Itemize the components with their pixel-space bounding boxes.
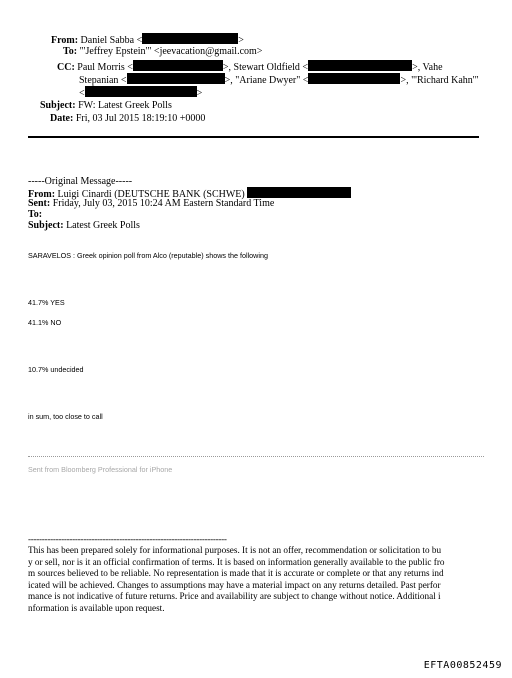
signature-divider bbox=[28, 456, 484, 457]
redaction-bar bbox=[127, 73, 225, 84]
disclaimer-line: icated will be achieved. Changes to assumptions may have a material impact on any returns detailed. Past perfor bbox=[28, 579, 441, 590]
poll-undecided: 10.7% undecided bbox=[28, 365, 84, 374]
date-label: Date: bbox=[50, 113, 74, 124]
redaction-bar bbox=[308, 60, 412, 71]
subject-label: Subject: bbox=[40, 100, 76, 111]
original-sent-row: Sent: Friday, July 03, 2015 10:24 AM Eastern Standard Time bbox=[28, 198, 275, 209]
cc-row-2: Stepanian < >, "Ariane Dwyer" < >, "'Richard Kahn'" bbox=[79, 75, 479, 86]
from-row: From: Daniel Sabba < > bbox=[51, 35, 244, 46]
disclaimer-line: This has been prepared solely for informational purposes. It is not an offer, recommendation or solicitation to bu bbox=[28, 545, 442, 555]
subject-value: FW: Latest Greek Polls bbox=[78, 100, 172, 111]
cc-row-1: CC: Paul Morris < >, Stewart Oldfield < >, Vahe bbox=[57, 62, 443, 73]
original-from-row: From: Luigi Cinardi (DEUTSCHE BANK (SCHWE) bbox=[28, 187, 351, 201]
mobile-signature: Sent from Bloomberg Professional for iPhone bbox=[28, 465, 173, 474]
redaction-bar bbox=[308, 73, 400, 84]
poll-yes: 41.7% YES bbox=[28, 298, 65, 307]
document-id: EFTA00852459 bbox=[423, 660, 502, 671]
original-to-row: To: bbox=[28, 209, 43, 220]
poll-no: 41.1% NO bbox=[28, 318, 62, 327]
date-value: Fri, 03 Jul 2015 18:19:10 +0000 bbox=[75, 113, 206, 124]
cc-label: CC: bbox=[57, 62, 75, 73]
to-row bbox=[63, 46, 262, 58]
disclaimer-line: mance is not indicative of future returns. Price and availability are subject to change without notice. Additional i bbox=[28, 591, 441, 601]
redaction-bar bbox=[85, 86, 197, 97]
from-name: Daniel Sabba < bbox=[80, 35, 143, 46]
disclaimer-line: y or sell, nor is it an official confirmation of terms. It is based on information generally available to the public fro bbox=[28, 556, 445, 567]
to-value: "'Jeffrey Epstein'" <jeevacation@gmail.com> bbox=[79, 46, 263, 57]
original-separator: -----Original Message----- bbox=[28, 176, 133, 187]
original-subject-row: Subject: Latest Greek Polls bbox=[28, 220, 140, 231]
from-label: From: bbox=[51, 35, 79, 46]
body-summary: in sum, too close to call bbox=[28, 412, 103, 421]
redaction-bar bbox=[133, 60, 223, 71]
to-label: To: bbox=[63, 46, 78, 57]
redaction-bar bbox=[247, 187, 351, 198]
subject-row bbox=[40, 100, 172, 112]
disclaimer-line: nformation is available upon request. bbox=[28, 602, 165, 613]
body-intro: SARAVELOS : Greek opinion poll from Alco (reputable) shows the following bbox=[28, 251, 268, 260]
disclaimer-separator: ------------------------------------------------------------------------ bbox=[28, 534, 227, 544]
header-divider bbox=[28, 136, 479, 138]
redaction-bar bbox=[142, 33, 238, 44]
cc-row-3: < > bbox=[79, 88, 203, 99]
date-row bbox=[50, 113, 205, 125]
disclaimer-line: m sources believed to be reliable. No representation is made that it is accurate or complete or that any returns ind bbox=[28, 568, 444, 578]
